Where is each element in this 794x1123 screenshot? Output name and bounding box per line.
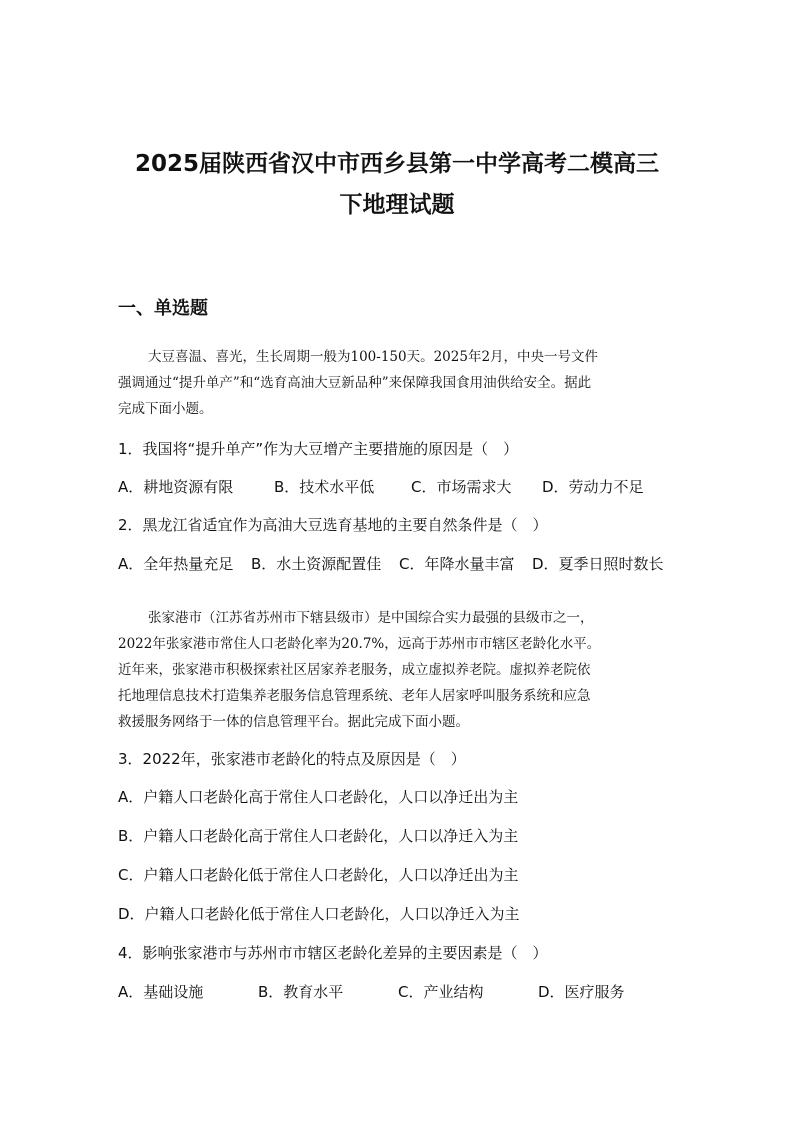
question-2: 2．黑龙江省适宜作为高油大豆选育基地的主要自然条件是（ ）: [118, 516, 548, 534]
question-3: 3．2022年，张家港市老龄化的特点及原因是（ ）: [118, 750, 466, 768]
passage-line: 张家港市（江苏省苏州市下辖县级市）是中国综合实力最强的县级市之一，: [148, 610, 594, 626]
option-c: C．年降水量丰富: [399, 555, 515, 573]
question-4-options: [118, 981, 625, 1002]
section-heading: 一、单选题: [118, 298, 208, 319]
passage-line: 2022年张家港市常住人口老龄化率为20.7%，远高于苏州市市辖区老龄化水平。: [118, 636, 601, 652]
passage-zhangjiagang: [118, 605, 676, 735]
option-c: C．产业结构: [398, 983, 484, 1001]
question-3-option-d: D．户籍人口老龄化低于常住人口老龄化，人口以净迁入为主: [118, 905, 520, 923]
option-d: D．夏季日照时数长: [532, 555, 664, 573]
option-a: A．全年热量充足: [118, 555, 234, 573]
option-c: C．市场需求大: [411, 478, 512, 496]
option-a: A．耕地资源有限: [118, 478, 234, 496]
passage-line: 大豆喜温、喜光，生长周期一般为100-150天。2025年2月，中央一号文件: [148, 349, 599, 365]
question-1: 1．我国将“提升单产”作为大豆增产主要措施的原因是（ ）: [118, 440, 519, 458]
passage-line: 托地理信息技术打造集养老服务信息管理系统、老年人居家呼叫服务系统和应急: [118, 688, 591, 704]
passage-line: 完成下面小题。: [118, 401, 213, 417]
option-b: B．水土资源配置佳: [251, 555, 382, 573]
question-2-options: [118, 553, 664, 574]
option-a: A．基础设施: [118, 983, 204, 1001]
passage-soybean: [118, 344, 676, 422]
passage-line: 强调通过“提升单产”和“选育高油大豆新品种”来保障我国食用油供给安全。据此: [118, 375, 592, 391]
document-title-line2: 下地理试题: [339, 192, 455, 218]
question-3-option-b: B．户籍人口老龄化高于常住人口老龄化，人口以净迁入为主: [118, 827, 519, 845]
question-3-option-c: C．户籍人口老龄化低于常住人口老龄化，人口以净迁出为主: [118, 866, 519, 884]
passage-line: 救援服务网络于一体的信息管理平台。据此完成下面小题。: [118, 714, 469, 730]
option-b: B．教育水平: [258, 983, 344, 1001]
question-4: 4．影响张家港市与苏州市市辖区老龄化差异的主要因素是（ ）: [118, 944, 548, 962]
option-d: D．劳动力不足: [542, 478, 644, 496]
document-title-line1: 2025届陕西省汉中市西乡县第一中学高考二模高三: [134, 151, 659, 177]
question-3-option-a: A．户籍人口老龄化高于常住人口老龄化，人口以净迁出为主: [118, 788, 519, 806]
question-1-options: [118, 476, 644, 497]
passage-line: 近年来，张家港市积极探索社区居家养老服务，成立虚拟养老院。虚拟养老院依: [118, 662, 591, 678]
option-b: B．技术水平低: [274, 478, 375, 496]
option-d: D．医疗服务: [538, 983, 625, 1001]
